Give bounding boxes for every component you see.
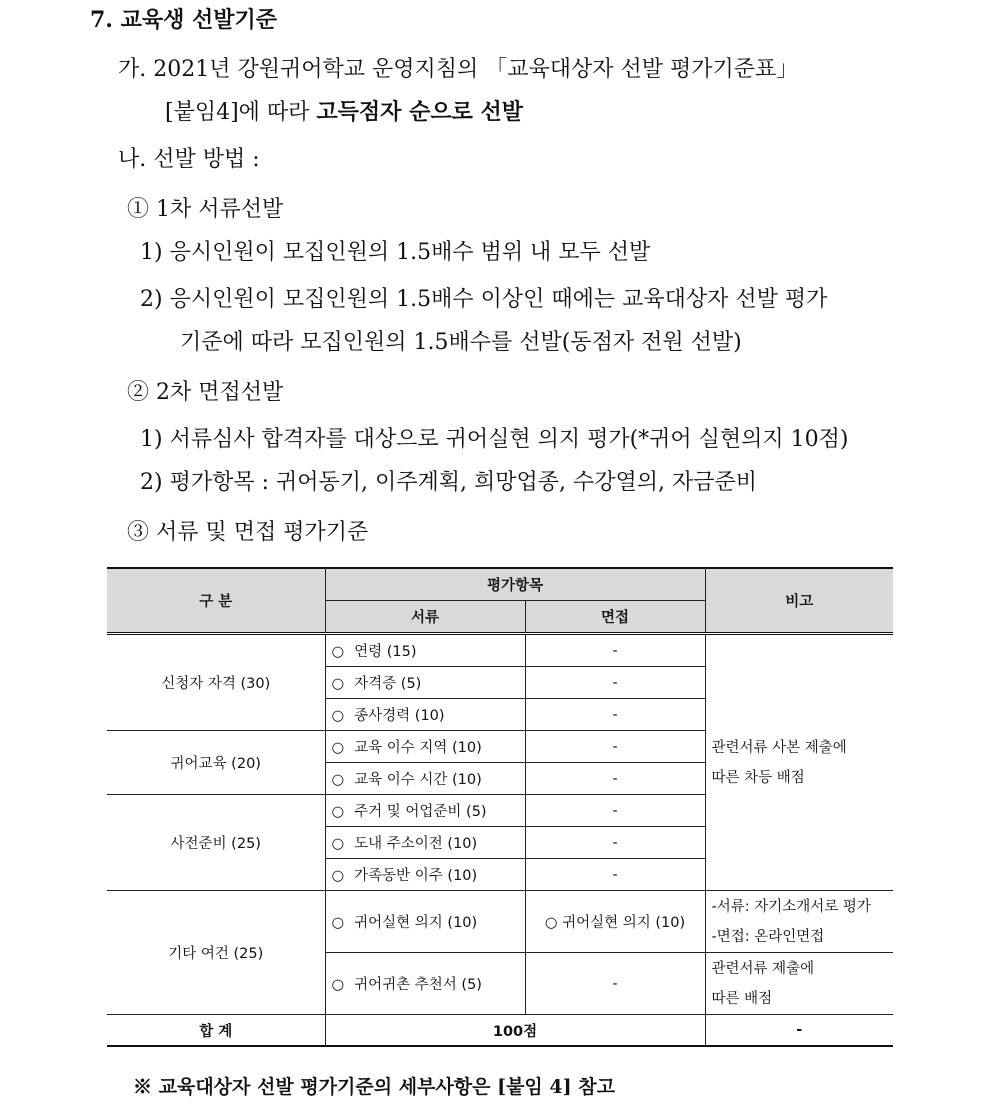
interview-cell: - bbox=[525, 634, 705, 667]
bullet: ○ bbox=[331, 772, 345, 788]
bullet: ○ bbox=[331, 644, 345, 660]
table-row bbox=[107, 634, 893, 667]
header-eval-items: 평가항목 bbox=[325, 568, 705, 601]
step2-item1: 1) 서류심사 합격자를 대상으로 귀어실현 의지 평가(*귀어 실현의지 10점) bbox=[140, 427, 849, 452]
item-na: 나. 선발 방법 : bbox=[118, 147, 260, 172]
bullet: ○ bbox=[331, 868, 345, 884]
doc-cell: ○ 종사경력 (10) bbox=[325, 699, 525, 731]
criteria-table bbox=[107, 567, 893, 1047]
remark-will-line2: -면접: 온라인면접 bbox=[711, 928, 825, 945]
bullet: ○ bbox=[331, 804, 345, 820]
footnote: ※ 교육대상자 선발 평가기준의 세부사항은 [붙임 4] 참고 bbox=[133, 1076, 615, 1098]
header-documents: 서류 bbox=[325, 601, 525, 634]
item-ga-line1: 가. 2021년 강원귀어학교 운영지침의 「교육대상자 선발 평가기준표」 bbox=[118, 57, 799, 82]
interview-cell: - bbox=[525, 795, 705, 827]
doc-cell: ○ 가족동반 이주 (10) bbox=[325, 859, 525, 891]
remark-will bbox=[705, 891, 893, 953]
category-cell: 사전준비 (25) bbox=[107, 795, 325, 891]
table-row bbox=[107, 891, 893, 953]
remark-recommendation bbox=[705, 953, 893, 1015]
bullet: ○ bbox=[331, 676, 345, 692]
step2-heading: ② 2차 면접선발 bbox=[127, 380, 284, 405]
interview-cell: - bbox=[525, 859, 705, 891]
step1-item2-line1: 2) 응시인원이 모집인원의 1.5배수 이상인 때에는 교육대상자 선발 평가 bbox=[140, 287, 828, 312]
bullet: ○ bbox=[331, 915, 345, 931]
doc-cell: ○ 연령 (15) bbox=[325, 634, 525, 667]
step3-heading: ③ 서류 및 면접 평가기준 bbox=[127, 520, 369, 545]
bullet: ○ bbox=[331, 977, 345, 993]
header-remarks: 비고 bbox=[705, 568, 893, 634]
interview-cell: - bbox=[525, 731, 705, 763]
step1-item2-line2: 기준에 따라 모집인원의 1.5배수를 선발(동점자 전원 선발) bbox=[180, 330, 742, 355]
doc-cell: ○ 귀어귀촌 추천서 (5) bbox=[325, 953, 525, 1015]
interview-cell: - bbox=[525, 763, 705, 795]
interview-cell: - bbox=[525, 699, 705, 731]
bullet: ○ bbox=[331, 708, 345, 724]
remark-will-line1: -서류: 자기소개서로 평가 bbox=[711, 898, 871, 915]
interview-cell: - bbox=[525, 953, 705, 1015]
doc-cell: ○ 주거 및 어업준비 (5) bbox=[325, 795, 525, 827]
interview-cell: ○ 귀어실현 의지 (10) bbox=[525, 891, 705, 953]
item-ga-line2-prefix: [붙임4]에 따라 bbox=[165, 100, 317, 125]
remark-rec-line1: 관련서류 제출에 bbox=[711, 960, 815, 977]
total-row bbox=[107, 1015, 893, 1047]
total-remark: - bbox=[705, 1015, 893, 1047]
item-ga-line2 bbox=[165, 97, 523, 128]
bullet: ○ bbox=[331, 740, 345, 756]
step2-item2: 2) 평가항목 : 귀어동기, 이주계획, 희망업종, 수강열의, 자금준비 bbox=[140, 470, 757, 495]
doc-cell: ○ 교육 이수 시간 (10) bbox=[325, 763, 525, 795]
total-label: 합 계 bbox=[107, 1015, 325, 1047]
section-title: 7. 교육생 선발기준 bbox=[90, 7, 278, 33]
remark-rec-line2: 따른 배점 bbox=[711, 990, 773, 1007]
interview-cell: - bbox=[525, 827, 705, 859]
doc-cell: ○ 교육 이수 지역 (10) bbox=[325, 731, 525, 763]
doc-cell: ○ 자격증 (5) bbox=[325, 667, 525, 699]
step1-heading: ① 1차 서류선발 bbox=[127, 197, 284, 222]
total-value: 100점 bbox=[325, 1015, 705, 1047]
category-cell: 신청자 자격 (30) bbox=[107, 634, 325, 731]
step1-item1: 1) 응시인원이 모집인원의 1.5배수 범위 내 모두 선발 bbox=[140, 240, 651, 265]
bullet: ○ bbox=[331, 836, 345, 852]
remark-shared-line1: 관련서류 사본 제출에 bbox=[711, 739, 847, 756]
category-cell: 기타 여건 (25) bbox=[107, 891, 325, 1015]
remark-shared bbox=[705, 634, 893, 891]
header-category: 구 분 bbox=[107, 568, 325, 634]
doc-cell: ○ 도내 주소이전 (10) bbox=[325, 827, 525, 859]
remark-shared-line2: 따른 차등 배점 bbox=[711, 769, 805, 786]
item-ga-line2-bold: 고득점자 순으로 선발 bbox=[316, 99, 524, 125]
interview-cell: - bbox=[525, 667, 705, 699]
doc-cell: ○ 귀어실현 의지 (10) bbox=[325, 891, 525, 953]
category-cell: 귀어교육 (20) bbox=[107, 731, 325, 795]
header-interview: 면접 bbox=[525, 601, 705, 634]
